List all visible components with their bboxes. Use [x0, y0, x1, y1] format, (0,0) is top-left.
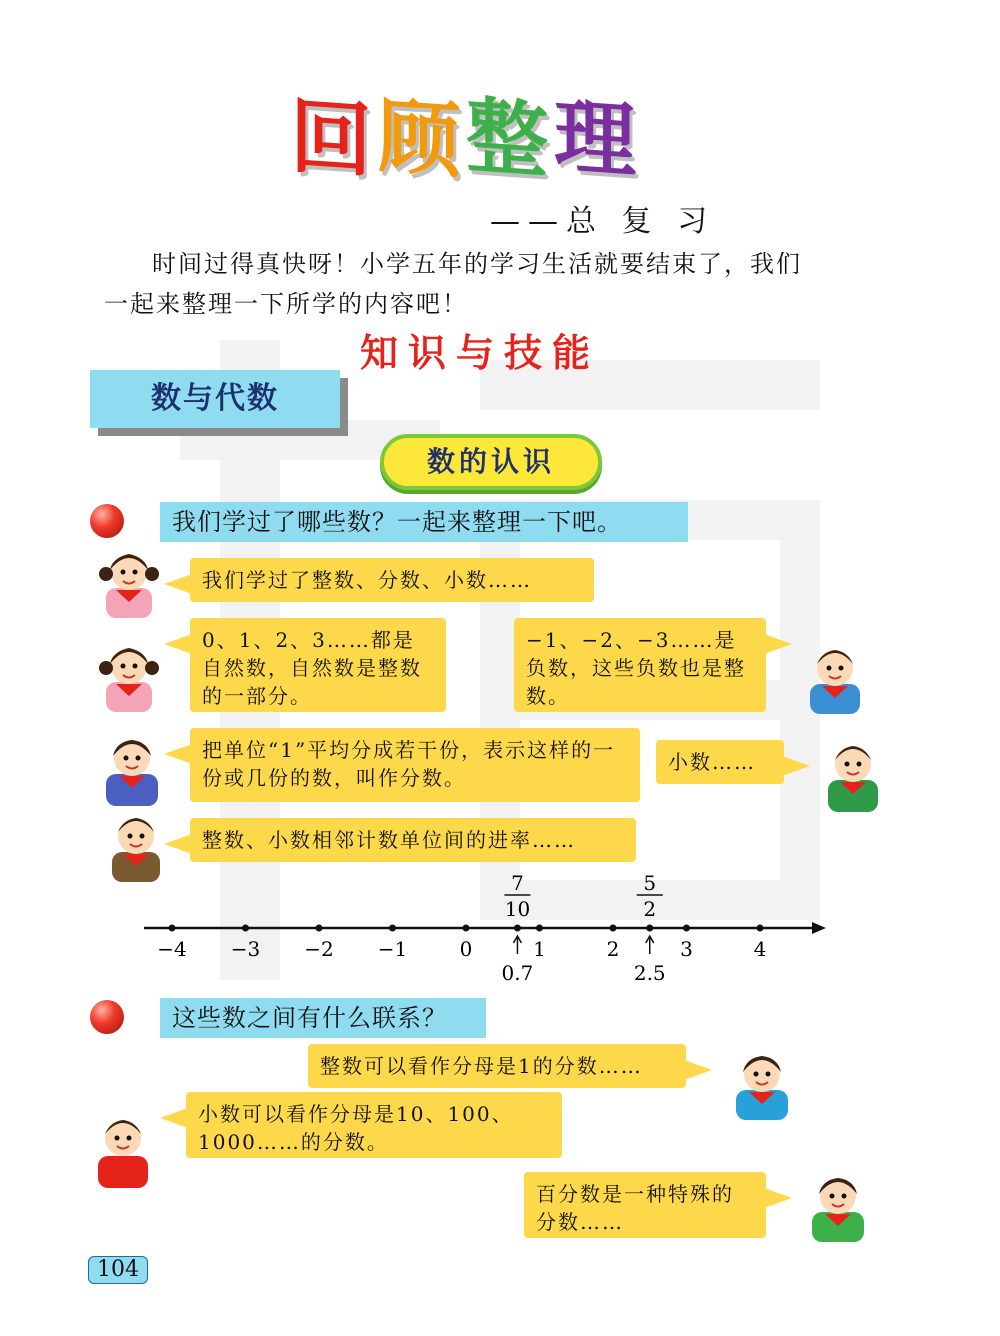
number-line-tick [169, 925, 176, 932]
number-line-tick-label: −4 [157, 937, 187, 961]
girl-avatar-icon [800, 1166, 876, 1242]
number-line-tick-label: 1 [533, 937, 546, 961]
red-ball-icon [90, 1000, 124, 1034]
title-char-1: 回 [290, 89, 373, 190]
up-arrow-icon [646, 936, 654, 954]
girl-avatar-icon [92, 638, 166, 712]
number-line-tick [683, 925, 690, 932]
fraction-numerator: 5 [643, 871, 657, 895]
red-ball-icon [90, 504, 124, 538]
speech-bubble-7: 整数可以看作分母是1的分数…… [308, 1044, 686, 1088]
number-line-tick [757, 925, 764, 932]
number-line-point [514, 925, 521, 932]
up-arrow-icon [513, 936, 521, 954]
fraction-denominator: 10 [504, 897, 531, 921]
speech-bubble-4: 把单位“1”平均分成若干份，表示这样的一份或几份的数，叫作分数。 [190, 728, 640, 802]
fraction-numerator: 7 [511, 871, 524, 895]
title-char-2: 顾 [378, 89, 461, 190]
section-title: 知识与技能 [360, 331, 601, 375]
number-line-tick-label: 4 [753, 937, 767, 961]
speech-bubble-8: 小数可以看作分母是10、100、1000……的分数。 [186, 1092, 562, 1158]
question-2: 这些数之间有什么联系？ [160, 998, 486, 1038]
speech-bubble-9: 百分数是一种特殊的分数…… [524, 1172, 766, 1238]
speech-bubble-2: 0、1、2、3……都是自然数，自然数是整数的一部分。 [190, 618, 446, 712]
speech-bubble-3: −1、−2、−3……是负数，这些负数也是整数。 [514, 618, 766, 712]
number-line-tick [536, 925, 543, 932]
boy-avatar-icon [88, 1108, 158, 1188]
number-line-tick-label: −1 [377, 937, 408, 961]
category-label: 数与代数 [151, 381, 279, 416]
girl-avatar-icon [722, 1044, 802, 1120]
title-char-4: 理 [554, 89, 637, 190]
boy-avatar-icon [814, 734, 892, 812]
number-line-point [646, 925, 653, 932]
question-1: 我们学过了哪些数？一起来整理一下吧。 [160, 502, 688, 542]
number-line-tick [463, 925, 470, 932]
page-title [290, 90, 636, 190]
fraction-denominator: 2 [643, 897, 657, 921]
page-number: 104 [88, 1256, 148, 1284]
intro-line-1: 时间过得真快呀！小学五年的学习生活就要结束了，我们 [152, 250, 802, 278]
subtitle: ——总 复 习 [490, 204, 716, 239]
number-line-tick-label: −2 [304, 937, 334, 961]
decimal-label: 2.5 [633, 961, 666, 985]
girl-avatar-icon [92, 728, 172, 806]
speech-bubble-6: 整数、小数相邻计数单位间的进率…… [190, 818, 636, 862]
number-line-tick [389, 925, 396, 932]
number-line-tick [316, 925, 323, 932]
girl-avatar-icon [92, 544, 166, 618]
boy-avatar-icon [796, 638, 874, 714]
speech-bubble-1: 我们学过了整数、分数、小数…… [190, 558, 594, 602]
number-line [140, 870, 840, 994]
number-line-tick-label: 0 [459, 937, 473, 961]
number-line-tick [610, 925, 617, 932]
number-line-tick-label: 3 [680, 937, 693, 961]
number-line-tick-label: −3 [230, 937, 261, 961]
speech-bubble-5: 小数…… [656, 740, 784, 784]
number-line-tick-label: 2 [606, 937, 620, 961]
topic-pill: 数的认识 [380, 434, 602, 490]
number-line-tick [242, 925, 249, 932]
title-char-3: 整 [466, 89, 549, 190]
intro-text [104, 244, 904, 324]
number-line-svg [140, 870, 840, 990]
intro-line-2: 一起来整理一下所学的内容吧！ [104, 290, 468, 318]
decimal-label: 0.7 [501, 961, 534, 985]
